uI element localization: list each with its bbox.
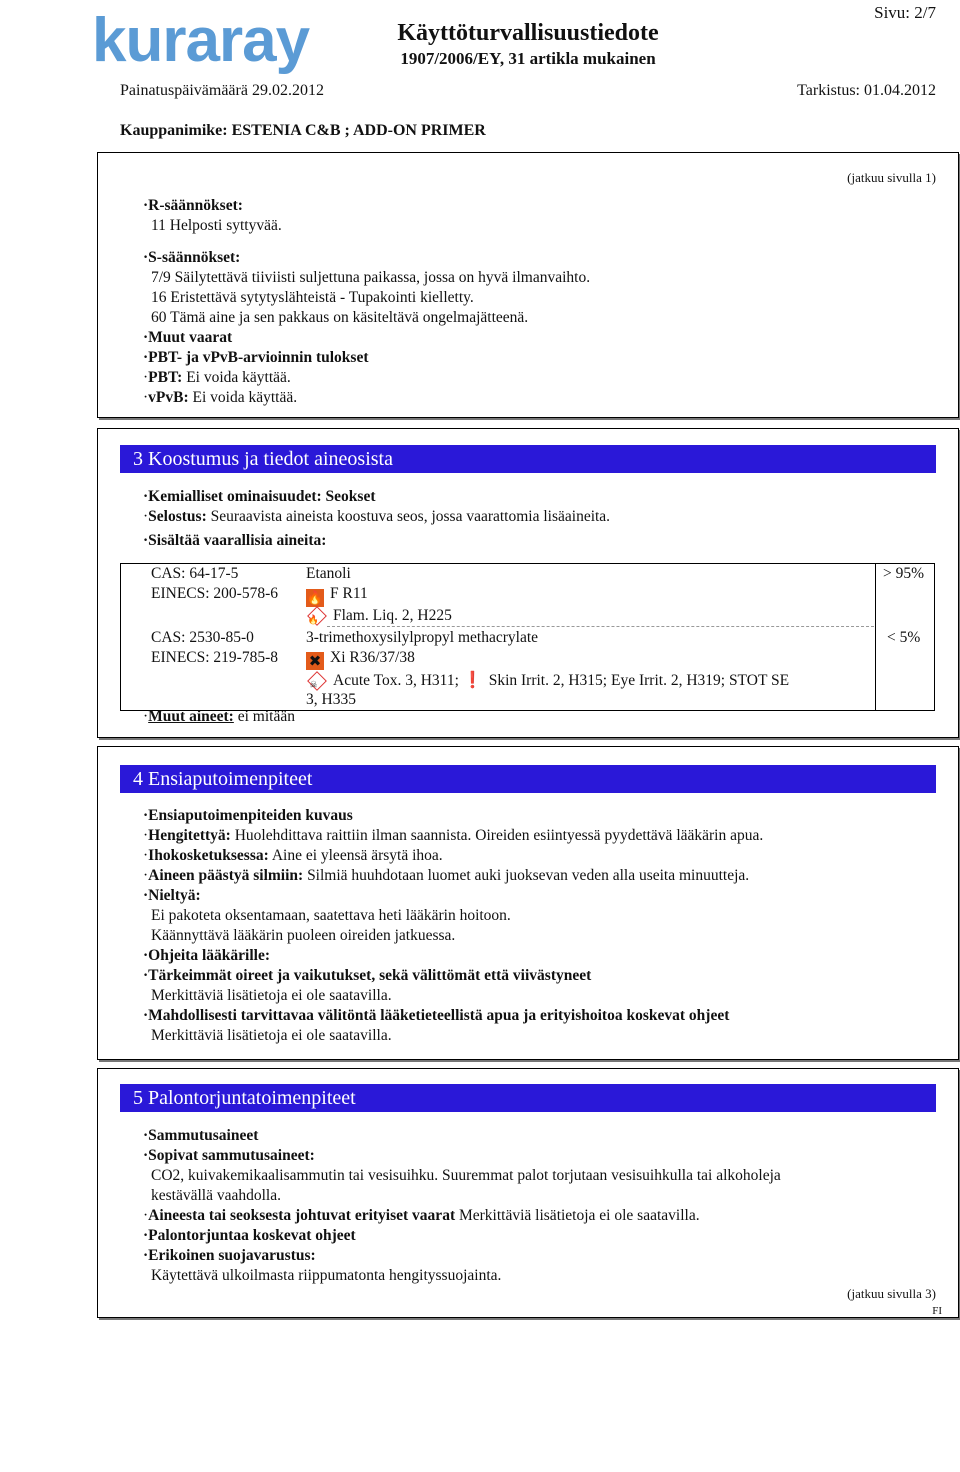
continued-on: (jatkuu sivulla 3)	[847, 1286, 936, 1301]
ingredient-name: Etanoli	[306, 565, 351, 582]
cross-icon: ✖	[306, 652, 324, 670]
section-3-box	[97, 428, 959, 738]
ingredient-clp-row	[306, 606, 452, 626]
special-hazards-value: Merkittäviä lisätietoja ei ole saatavilla.	[458, 1207, 700, 1224]
skull-diamond-icon: ☠	[307, 671, 327, 691]
extinguishing-media-label: · Sammutusaineet	[143, 1126, 258, 1146]
section-5-heading: 5 Palontorjuntatoimenpiteet	[120, 1084, 936, 1112]
inhalation-row	[143, 826, 763, 846]
treatment-label: · Mahdollisesti tarvittavaa välitöntä lääketieteellistä apua ja erityishoitoa koskevat ohjeet	[143, 1006, 729, 1026]
s-phrase-item: 60 Tämä aine ja sen pakkaus on käsiteltävä ongelmajätteenä.	[151, 309, 529, 326]
pbt-label: PBT:	[148, 369, 183, 386]
protective-equipment-value: Käytettävä ulkoilmasta riippumatonta hengityssuojainta.	[151, 1267, 502, 1284]
ingredient-cas: CAS: 64-17-5	[151, 565, 239, 582]
s-phrases-label: · S-säännökset:	[143, 248, 240, 268]
skin-label: Ihokosketuksessa:	[148, 847, 269, 864]
ingestion-label: · Nieltyä:	[143, 886, 201, 906]
section-4-heading: 4 Ensiaputoimenpiteet	[120, 765, 936, 793]
trade-name: Kauppanimike: ESTENIA C&B ; ADD-ON PRIMER	[120, 122, 486, 139]
treatment-value: Merkittäviä lisätietoja ei ole saatavilla.	[151, 1027, 392, 1044]
ingredient-percent: > 95%	[883, 565, 925, 582]
print-date: Painatuspäivämäärä 29.02.2012	[120, 82, 324, 99]
eye-label: Aineen päästyä silmiin:	[148, 867, 304, 884]
doctor-info-label: · Ohjeita lääkärille:	[143, 946, 270, 966]
r-phrases-label: · R-säännökset:	[143, 196, 243, 216]
other-hazards-label: · Muut vaarat	[143, 328, 232, 348]
firefighter-advice-label: · Palontorjuntaa koskevat ohjeet	[143, 1226, 356, 1246]
eye-value: Silmiä huuhdotaan luomet auki juoksevan veden alla useita minuutteja.	[307, 867, 750, 884]
page-number: Sivu: 2/7	[874, 3, 936, 22]
description-label: Selostus:	[148, 508, 207, 525]
protective-equipment-label: · Erikoinen suojavarustus:	[143, 1246, 316, 1266]
ingredient-cas: CAS: 2530-85-0	[151, 629, 254, 646]
flame-diamond-icon: 🔥	[307, 606, 327, 626]
inhalation-value: Huolehdittava raittiin ilman saannista. Oireiden esiintyessä pyydettävä lääkärin apua.	[234, 827, 764, 844]
company-logo: kuraray	[92, 6, 310, 75]
pbt-results-label: · PBT- ja vPvB-arvioinnin tulokset	[143, 348, 369, 368]
pbt-row	[143, 368, 291, 388]
ingredient-dsd: Xi R36/37/38	[330, 649, 415, 666]
continued-from: (jatkuu sivulla 1)	[847, 170, 936, 185]
other-components-label: Muut aineet:	[148, 708, 234, 725]
hazardous-components-label: · Sisältää vaarallisia aineita:	[143, 531, 326, 551]
ingredient-einecs: EINECS: 219-785-8	[151, 649, 279, 666]
section-2-box	[97, 152, 959, 418]
ingredient-name: 3-trimethoxysilylpropyl methacrylate	[306, 629, 539, 646]
description-value: Seuraavista aineista koostuva seos, jossa vaarattomia lisäaineita.	[210, 508, 611, 525]
other-components-value: ei mitään	[237, 708, 295, 725]
ingestion-line: Käännyttävä lääkärin puoleen oireiden jatkuessa.	[151, 927, 456, 944]
vpvb-row	[143, 388, 297, 408]
revision-date: Tarkistus: 01.04.2012	[797, 82, 936, 99]
suitable-media-line: CO2, kuivakemikaalisammutin tai vesisuihku. Suuremmat palot torjutaan vesisuihkulla tai alkoholeja	[151, 1167, 781, 1184]
percent-column-divider	[875, 564, 876, 710]
exclamation-diamond-icon: ❗	[462, 670, 483, 689]
eye-row	[143, 866, 749, 886]
ingredients-table	[120, 563, 935, 711]
suitable-media-line: kestävällä vaahdolla.	[151, 1187, 281, 1204]
skin-value: Aine ei yleensä ärsytä ihoa.	[271, 847, 443, 864]
r-phrase-item: 11 Helposti syttyvää.	[151, 217, 282, 234]
special-hazards-row	[143, 1206, 700, 1226]
vpvb-value: Ei voida käyttää.	[192, 389, 298, 406]
ingredient-percent: < 5%	[887, 629, 921, 646]
vpvb-label: vPvB:	[148, 389, 189, 406]
inhalation-label: Hengitettyä:	[148, 827, 231, 844]
document-subtitle: 1907/2006/EY, 31 artikla mukainen	[400, 49, 656, 68]
section-5-box	[97, 1068, 959, 1318]
s-phrase-item: 7/9 Säilytettävä tiiviisti suljettuna paikassa, jossa on hyvä ilmanvaihto.	[151, 269, 591, 286]
suitable-media-label: · Sopivat sammutusaineet:	[143, 1146, 315, 1166]
first-aid-description: · Ensiaputoimenpiteiden kuvaus	[143, 806, 353, 826]
flame-icon: 🔥	[306, 590, 324, 605]
symptoms-value: Merkittäviä lisätietoja ei ole saatavilla.	[151, 987, 392, 1004]
s-phrase-item: 16 Eristettävä sytytyslähteistä - Tupakointi kielletty.	[151, 289, 474, 306]
ingredient-clp: Flam. Liq. 2, H225	[333, 607, 452, 624]
ingredient-clp-b: Skin Irrit. 2, H315; Eye Irrit. 2, H319; STOT SE	[488, 672, 790, 689]
symptoms-label: · Tärkeimmät oireet ja vaikutukset, sekä välittömät että viivästyneet	[143, 966, 591, 986]
section-3-heading: 3 Koostumus ja tiedot aineosista	[120, 445, 936, 473]
ingredient-dsd-row	[306, 648, 415, 670]
ingredient-einecs: EINECS: 200-578-6	[151, 585, 279, 602]
ingredient-clp-row	[306, 670, 789, 691]
section-4-box	[97, 746, 959, 1060]
ingredient-clp-c: 3, H335	[306, 691, 356, 708]
special-hazards-label: Aineesta tai seoksesta johtuvat erityiset vaarat	[148, 1207, 456, 1224]
chemical-characterization: · Kemialliset ominaisuudet: Seokset	[143, 487, 376, 507]
other-components-row	[143, 707, 295, 727]
ingredient-clp-a: Acute Tox. 3, H311;	[333, 672, 459, 689]
language-code: FI	[932, 1305, 942, 1317]
ingredient-dsd: F R11	[330, 585, 368, 602]
ingredient-dsd-row	[306, 584, 368, 607]
row-divider	[327, 626, 874, 627]
skin-row	[143, 846, 443, 866]
document-title: Käyttöturvallisuustiedote	[397, 20, 659, 46]
ingestion-line: Ei pakoteta oksentamaan, saatettava heti lääkärin hoitoon.	[151, 907, 511, 924]
pbt-value: Ei voida käyttää.	[186, 369, 291, 386]
description-row	[143, 507, 610, 527]
